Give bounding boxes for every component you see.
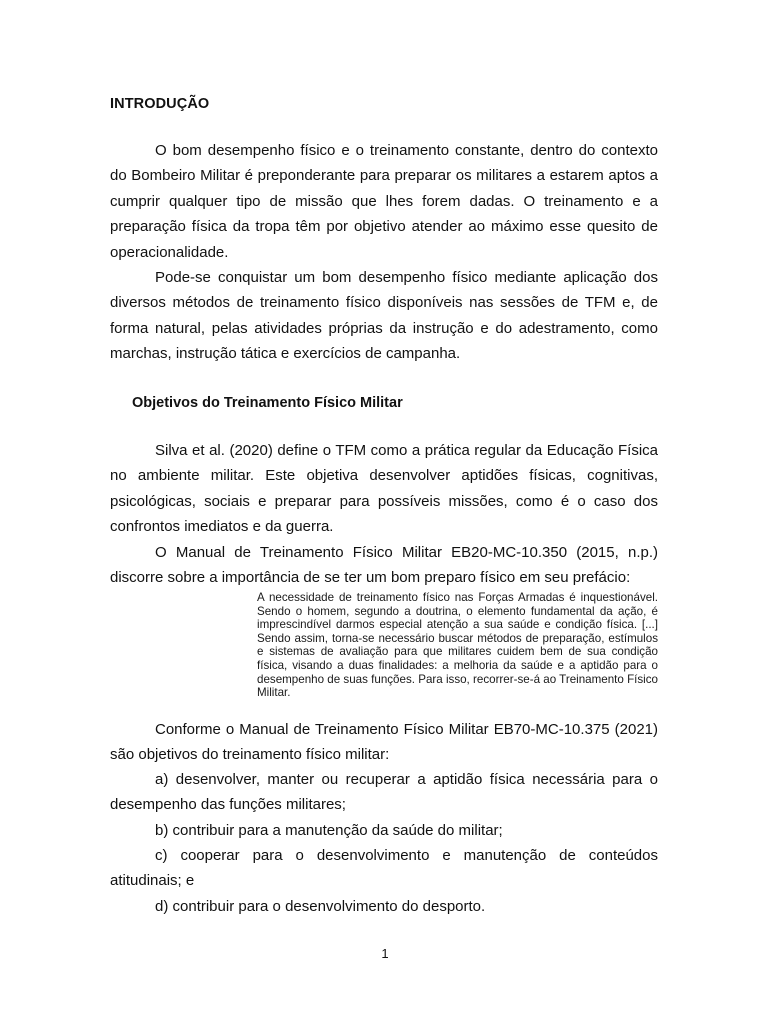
section-paragraph-1: Silva et al. (2020) define o TFM como a prática regular da Educação Física no ambiente militar. Este objetiva desenvolver aptidões físicas, cognitivas, psicológicas, sociais e preparar para possíveis missões, como é o caso dos confrontos imediatos e da guerra. <box>110 442 658 536</box>
page-number: 1 <box>381 946 389 961</box>
document-page <box>110 0 658 1024</box>
document-heading: INTRODUÇÃO <box>110 96 210 112</box>
block-quote: A necessidade de treinamento físico nas Forças Armadas é inquestionável. Sendo o homem, segundo a doutrina, o elemento fundamental da ação, é imprescindível darmos especial atenção a sua saúde e condição física. [...] Sendo assim, torna-se necessário buscar métodos de preparação, estímulos e sistemas de avaliação para que militares cuidem bem de sua condição física, visando a duas finalidades: a melhoria da saúde e a aptidão para o desempenho de suas funções. Para isso, recorrer-se-á ao Treinamento Físico Militar. <box>257 591 658 700</box>
objective-item-a: a) desenvolver, manter ou recuperar a aptidão física necessária para o desempenho das funções militares; <box>110 771 658 814</box>
section-title: Objetivos do Treinamento Físico Militar <box>132 395 403 411</box>
objectives-intro: Conforme o Manual de Treinamento Físico Militar EB70-MC-10.375 (2021) são objetivos do treinamento físico militar: <box>110 721 658 764</box>
objective-item-d: d) contribuir para o desenvolvimento do desporto. <box>155 898 486 915</box>
section-paragraph-2: O Manual de Treinamento Físico Militar EB20-MC-10.350 (2015, n.p.) discorre sobre a importância de se ter um bom preparo físico em seu prefácio: <box>110 544 658 587</box>
intro-paragraph-2: Pode-se conquistar um bom desempenho físico mediante aplicação dos diversos métodos de treinamento físico disponíveis nas sessões de TFM e, de forma natural, pelas atividades próprias da instrução e do adestramento, como marchas, instrução tática e exercícios de campanha. <box>110 269 658 363</box>
objective-item-b: b) contribuir para a manutenção da saúde do militar; <box>155 822 503 839</box>
objective-item-c: c) cooperar para o desenvolvimento e manutenção de conteúdos atitudinais; e <box>110 847 658 890</box>
intro-paragraph-1: O bom desempenho físico e o treinamento constante, dentro do contexto do Bombeiro Militar é preponderante para preparar os militares a estarem aptos a cumprir qualquer tipo de missão que lhes forem dadas. O treinamento e a preparação física da tropa têm por objetivo atender ao máximo esse quesito de operacionalidade. <box>110 142 658 261</box>
